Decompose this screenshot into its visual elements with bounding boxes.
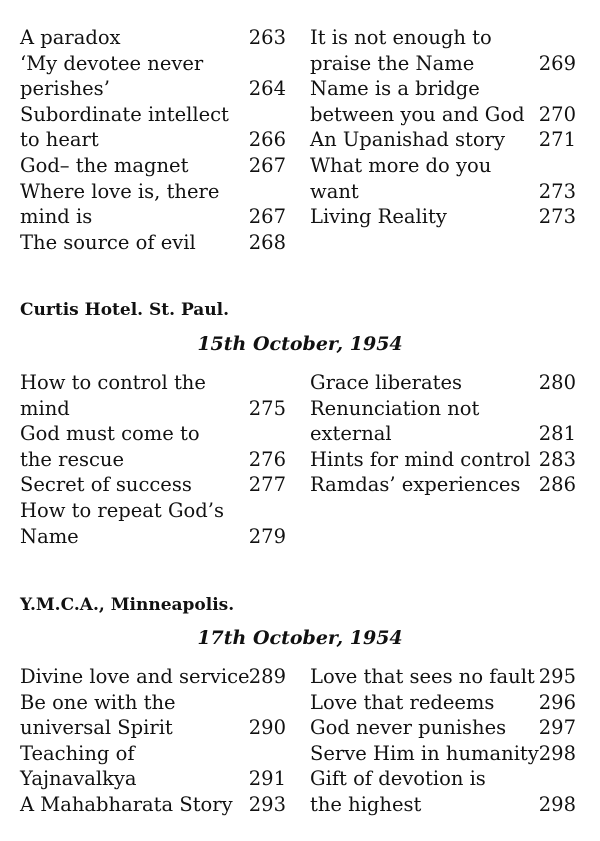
toc-entry [310, 396, 576, 447]
toc-entry [310, 664, 576, 690]
toc-entry [310, 715, 576, 741]
toc-entry-title-line: Grace liberates [310, 371, 463, 394]
toc-entry-title-line: Name [20, 524, 79, 548]
toc-entry [310, 127, 576, 153]
toc-entry-title-line: How to repeat God’s [20, 498, 224, 522]
toc-entry-title-line: want [310, 179, 359, 203]
toc-entry [20, 51, 286, 102]
section3-right-column [310, 664, 576, 818]
toc-entry-page-number: 291 [248, 767, 286, 791]
toc-entry [310, 472, 576, 498]
toc-entry-page-number: 281 [538, 422, 576, 446]
toc-entry [20, 741, 286, 792]
toc-entry-title-line: A Mahabharata Story [20, 792, 233, 816]
section2-heading: Curtis Hotel. St. Paul. [20, 300, 230, 320]
section2-right-column [310, 370, 576, 498]
toc-entry-page-number: 298 [538, 792, 576, 816]
toc-entry-title-line: Where love is, there [20, 179, 220, 203]
toc-entry [20, 421, 286, 472]
toc-entry [310, 76, 576, 127]
toc-entry-title-line: external [310, 422, 392, 446]
toc-entry-page-number: 271 [538, 128, 576, 152]
toc-entry-page-number: 273 [538, 179, 576, 203]
toc-entry-title-line: universal Spirit [20, 716, 173, 740]
toc-entry-title-line: the rescue [20, 447, 125, 471]
toc-entry-title-line: It is not enough to [310, 26, 492, 49]
toc-entry-title-line: Teaching of [20, 741, 135, 765]
toc-entry-title-line: God– the magnet [20, 153, 189, 177]
toc-entry-title-line: Yajnavalkya [20, 767, 137, 791]
toc-entry-title-line: perishes’ [20, 77, 110, 101]
section2-left-column [20, 370, 286, 549]
toc-entry-page-number: 264 [248, 77, 286, 101]
toc-entry-page-number: 273 [538, 205, 576, 229]
toc-entry-title-line: Name is a bridge [310, 77, 480, 101]
toc-entry [310, 741, 576, 767]
toc-entry-page-number: 295 [538, 665, 576, 688]
toc-entry-page-number: 293 [248, 792, 286, 816]
section3-heading: Y.M.C.A., Minneapolis. [20, 595, 235, 615]
toc-entry-page-number: 268 [248, 230, 286, 254]
toc-entry-title-line: Hints for mind control [310, 447, 531, 471]
toc-entry-page-number: 279 [248, 524, 286, 548]
toc-entry-title-line: How to control the [20, 371, 206, 394]
toc-entry [310, 370, 576, 396]
toc-entry-title-line: An Upanishad story [310, 128, 505, 152]
toc-entry-page-number: 270 [538, 102, 576, 126]
toc-entry [20, 690, 286, 741]
toc-entry-page-number: 276 [248, 447, 286, 471]
toc-entry [20, 153, 286, 179]
toc-entry [20, 179, 286, 230]
toc-entry-title-line: the highest [310, 792, 422, 816]
toc-entry-page-number: 297 [538, 716, 576, 740]
toc-entry-title-line: Love that redeems [310, 690, 495, 714]
toc-entry-title-line: Love that sees no fault [310, 665, 535, 688]
section2-date: 15th October, 1954 [197, 333, 403, 355]
toc-entry-page-number: 286 [538, 473, 576, 497]
toc-entry [310, 204, 576, 230]
toc-entry [20, 792, 286, 818]
toc-entry-page-number: 290 [248, 716, 286, 740]
toc-entry [20, 370, 286, 421]
toc-entry-title-line: Renunciation not [310, 396, 480, 420]
toc-entry-page-number: 275 [248, 396, 286, 420]
toc-entry [20, 102, 286, 153]
toc-entry-page-number: 266 [248, 128, 286, 152]
toc-entry-title-line: God never punishes [310, 716, 507, 740]
toc-entry [20, 230, 286, 256]
toc-entry-page-number: 269 [538, 51, 576, 75]
toc-entry-title-line: Living Reality [310, 205, 447, 229]
toc-entry-title-line: A paradox [20, 26, 121, 49]
toc-entry-title-line: God must come to [20, 422, 200, 446]
section1-right-column [310, 25, 576, 230]
section3-date: 17th October, 1954 [197, 627, 403, 649]
toc-entry-title-line: Subordinate intellect [20, 102, 229, 126]
toc-entry-title-line: The source of evil [20, 230, 196, 254]
toc-entry-title-line: between you and God [310, 102, 525, 126]
toc-entry [310, 766, 576, 817]
toc-entry-title-line: praise the Name [310, 51, 475, 75]
section1-left-column [20, 25, 286, 255]
toc-entry-page-number: 277 [248, 473, 286, 497]
toc-entry [20, 498, 286, 549]
toc-entry [20, 25, 286, 51]
toc-entry-page-number: 298 [538, 741, 576, 765]
toc-entry [310, 153, 576, 204]
toc-entry-title-line: Ramdas’ experiences [310, 473, 521, 497]
toc-entry-title-line: to heart [20, 128, 99, 152]
toc-entry-title-line: Be one with the [20, 690, 176, 714]
toc-entry-page-number: 267 [248, 153, 286, 177]
toc-entry [20, 664, 286, 690]
toc-entry-page-number: 289 [248, 665, 286, 688]
toc-entry [20, 472, 286, 498]
toc-entry-page-number: 296 [538, 690, 576, 714]
toc-entry-title-line: Gift of devotion is [310, 767, 486, 791]
toc-entry-page-number: 283 [538, 447, 576, 471]
toc-entry-title-line: mind [20, 396, 70, 420]
toc-entry-title-line: Serve Him in humanity [310, 741, 539, 765]
toc-entry-title-line: What more do you [310, 153, 492, 177]
toc-entry-title-line: Secret of success [20, 473, 192, 497]
toc-entry-title-line: Divine love and service [20, 665, 250, 688]
toc-entry [310, 25, 576, 76]
toc-entry-page-number: 263 [248, 26, 286, 49]
toc-entry-page-number: 280 [538, 371, 576, 394]
toc-entry [310, 690, 576, 716]
toc-entry-page-number: 267 [248, 205, 286, 229]
toc-entry-title-line: mind is [20, 205, 93, 229]
toc-entry-title-line: ‘My devotee never [20, 51, 204, 75]
section3-left-column [20, 664, 286, 818]
toc-entry [310, 447, 576, 473]
